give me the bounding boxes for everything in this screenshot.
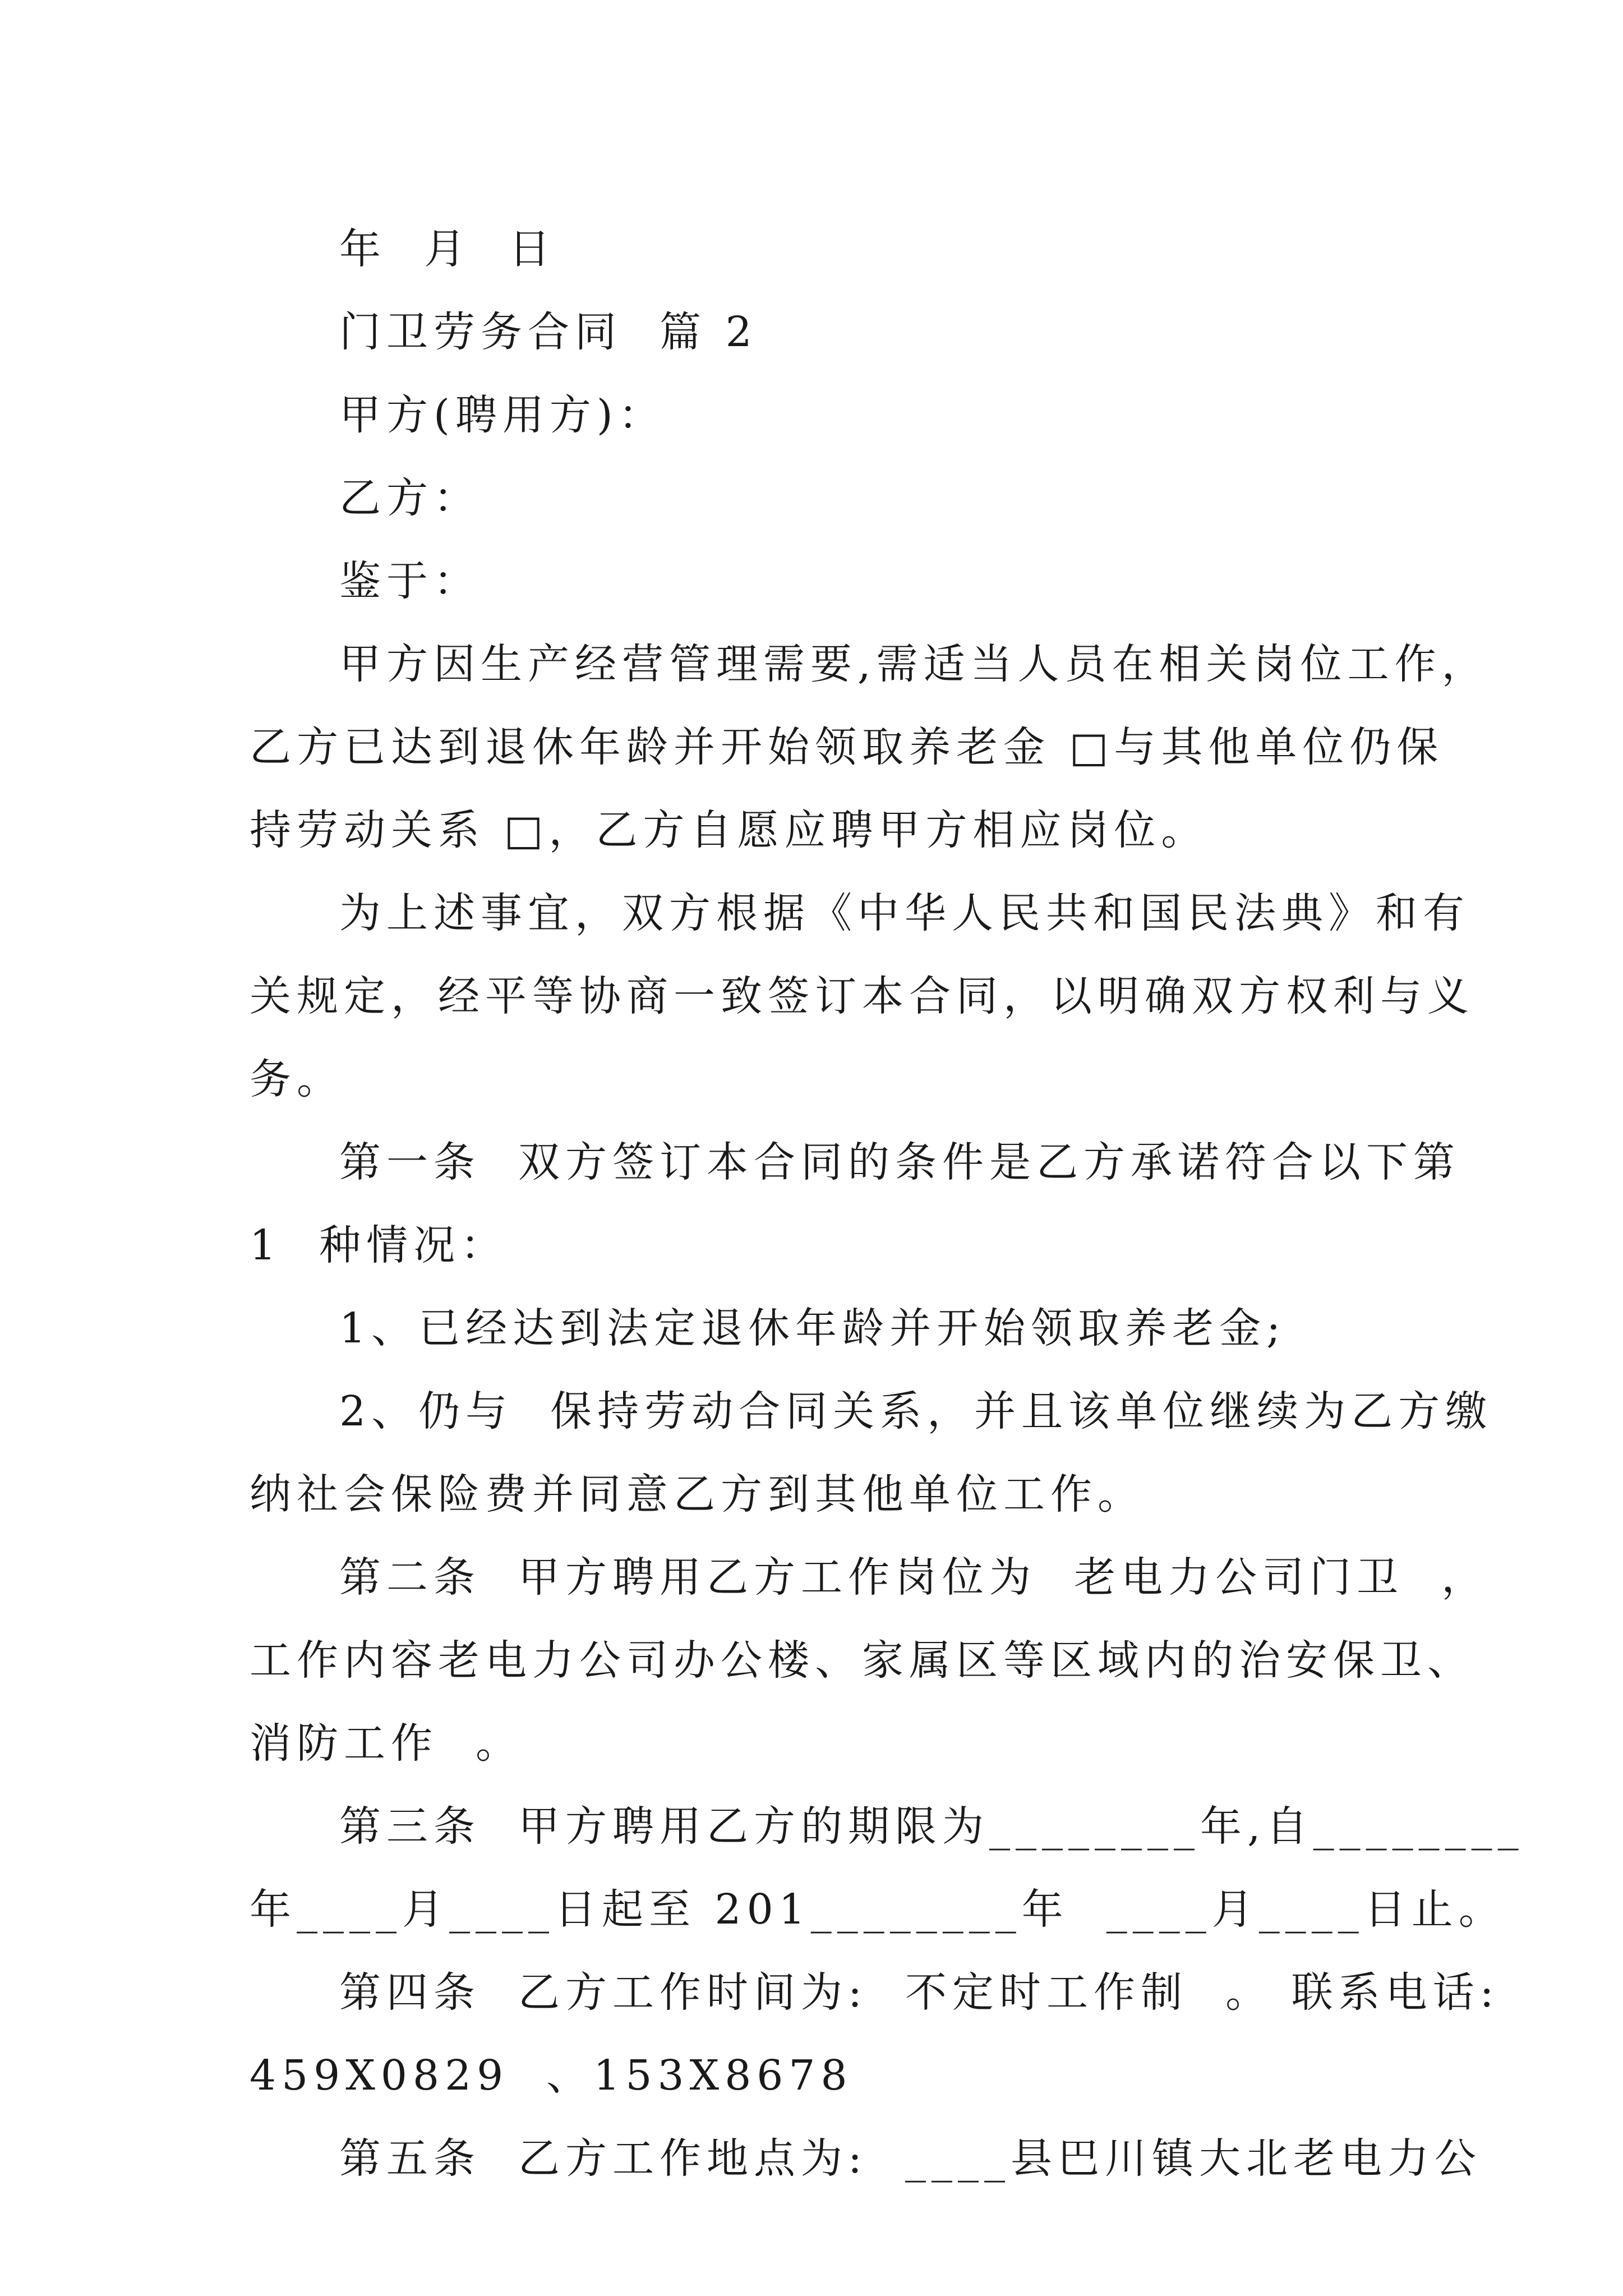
- article-5: 第五条 乙方工作地点为: ____县巴川镇大北老电力公: [339, 2134, 1482, 2183]
- paragraph-line: 459X0829 、153X8678: [250, 2051, 853, 2100]
- paragraph-line: 乙方已达到退休年龄并开始领取养老金 □与其他单位仍保: [250, 723, 1444, 771]
- article-3: 第三条 甲方聘用乙方的期限为________年,自________: [339, 1802, 1524, 1851]
- paragraph-line: 1 种情况：: [250, 1221, 508, 1269]
- list-item: 2、仍与 保持劳动合同关系，并且该单位继续为乙方缴: [339, 1387, 1493, 1435]
- paragraph-line: 为上述事宜，双方根据《中华人民共和国民法典》和有: [339, 889, 1470, 937]
- paragraph-line: 甲方因生产经营管理需要,需适当人员在相关岗位工作，: [339, 640, 1489, 688]
- paragraph-line: 持劳动关系 □，乙方自愿应聘甲方相应岗位。: [250, 806, 1209, 854]
- article-1: 第一条 双方签订本合同的条件是乙方承诺符合以下第: [339, 1138, 1461, 1186]
- article-2: 第二条 甲方聘用乙方工作岗位为 老电力公司门卫 ，: [339, 1553, 1489, 1602]
- paragraph-line: 务。: [250, 1055, 344, 1103]
- article-4: 第四条 乙方工作时间为: 不定时工作制 。 联系电话:: [339, 1968, 1500, 2017]
- paragraph-line: 年____月____日起至 201________年 ____月____日止。: [250, 1885, 1506, 1934]
- party-a-line: 甲方(聘用方)：: [339, 391, 666, 439]
- list-item: 1、已经达到法定退休年龄并开始领取养老金;: [339, 1304, 1287, 1352]
- paragraph-line: 工作内容老电力公司办公楼、家属区等区域内的治安保卫、: [250, 1636, 1474, 1685]
- date-line: 年 月 日: [339, 225, 556, 273]
- paragraph-line: 消防工作 。: [250, 1719, 523, 1768]
- section-title: 门卫劳务合同 篇 2: [339, 308, 758, 356]
- whereas-heading: 鉴于：: [339, 557, 481, 605]
- party-b-line: 乙方：: [339, 474, 481, 522]
- paragraph-line: 纳社会保险费并同意乙方到其他单位工作。: [250, 1470, 1145, 1519]
- document-body: [250, 208, 1524, 2200]
- paragraph-line: 关规定，经平等协商一致签订本合同，以明确双方权利与义: [250, 972, 1474, 1020]
